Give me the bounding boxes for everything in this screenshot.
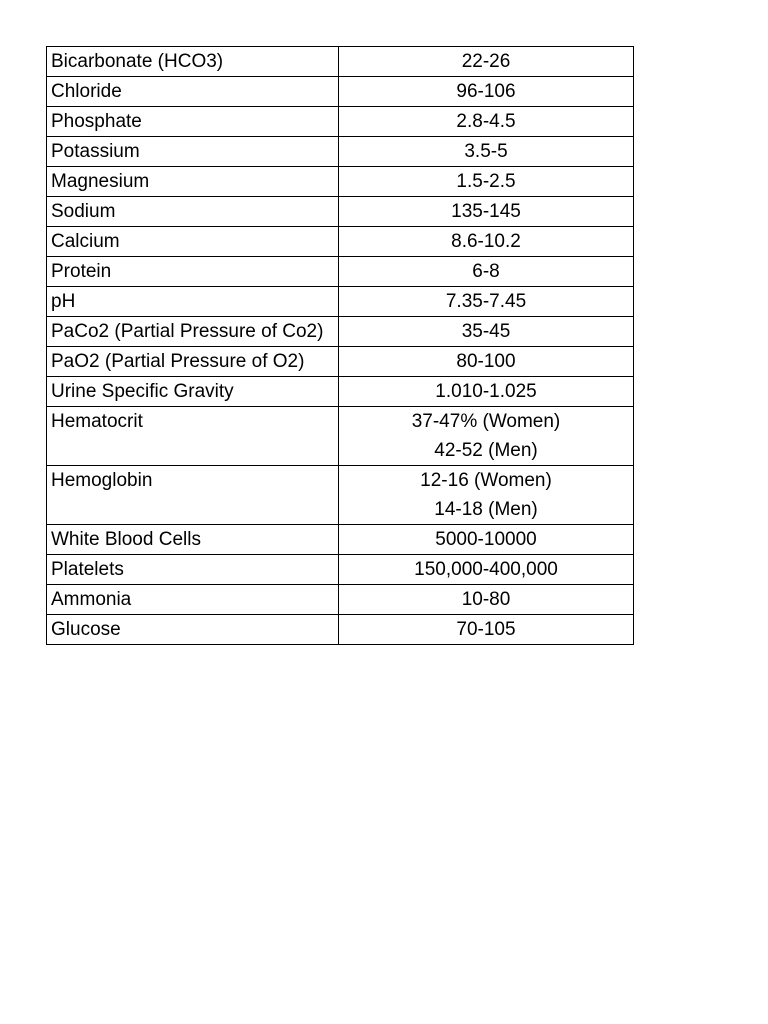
table-row [47,347,634,377]
normal-range-value: 2.8-4.5 [456,111,516,132]
normal-range-cell [339,466,634,525]
normal-range-value: 35-45 [461,321,511,342]
test-name-cell: Protein [47,257,339,287]
normal-range-value: 1.010-1.025 [435,381,537,402]
normal-range-value: 6-8 [472,261,500,282]
test-name-cell: White Blood Cells [47,525,339,555]
table-row [47,47,634,77]
table-row [47,227,634,257]
test-name-cell: pH [47,287,339,317]
normal-range-cell [339,47,634,77]
test-name-cell: Urine Specific Gravity [47,377,339,407]
test-name-cell: Phosphate [47,107,339,137]
normal-range-value: 8.6-10.2 [451,231,521,252]
normal-range-value: 1.5-2.5 [456,171,516,192]
normal-range-value: 22-26 [461,51,511,72]
test-name-cell: Potassium [47,137,339,167]
test-name-cell: Magnesium [47,167,339,197]
table-row [47,317,634,347]
normal-range-value: 42-52 (Men) [434,440,538,461]
normal-range-cell [339,77,634,107]
table-row [47,525,634,555]
test-name-cell: Chloride [47,77,339,107]
normal-range-cell [339,407,634,466]
test-name-cell: PaO2 (Partial Pressure of O2) [47,347,339,377]
normal-range-value: 10-80 [461,589,511,610]
test-name-cell: Hemoglobin [47,466,339,525]
table-row [47,615,634,645]
normal-range-value: 14-18 (Men) [434,499,538,520]
table-row [47,137,634,167]
table-row [47,555,634,585]
normal-range-cell [339,317,634,347]
normal-range-cell [339,227,634,257]
table-row [47,407,634,466]
normal-range-value: 96-106 [456,81,516,102]
normal-range-cell [339,107,634,137]
normal-range-cell [339,257,634,287]
normal-range-cell [339,525,634,555]
normal-range-value: 7.35-7.45 [445,291,527,312]
normal-range-value: 135-145 [451,201,521,222]
normal-range-cell [339,585,634,615]
normal-range-cell [339,555,634,585]
test-name-cell: Glucose [47,615,339,645]
test-name-cell: Bicarbonate (HCO3) [47,47,339,77]
lab-values-table [46,46,634,645]
table-row [47,585,634,615]
normal-range-value: 150,000-400,000 [414,559,558,580]
normal-range-cell [339,137,634,167]
normal-range-cell [339,287,634,317]
table-row [47,377,634,407]
normal-range-cell [339,377,634,407]
normal-range-value: 5000-10000 [435,529,537,550]
normal-range-value: 80-100 [456,351,516,372]
test-name-cell: Sodium [47,197,339,227]
normal-range-value: 3.5-5 [464,141,508,162]
normal-range-value: 37-47% (Women) [411,411,561,432]
table-row [47,197,634,227]
table-row [47,167,634,197]
table-row [47,257,634,287]
table-row [47,107,634,137]
normal-range-cell [339,197,634,227]
normal-range-value: 12-16 (Women) [420,470,552,491]
test-name-cell: Ammonia [47,585,339,615]
table-row [47,287,634,317]
normal-range-cell [339,347,634,377]
normal-range-cell [339,167,634,197]
test-name-cell: Calcium [47,227,339,257]
test-name-cell: PaCo2 (Partial Pressure of Co2) [47,317,339,347]
test-name-cell: Hematocrit [47,407,339,466]
normal-range-cell [339,615,634,645]
table-row [47,77,634,107]
normal-range-value: 70-105 [456,619,516,640]
table-row [47,466,634,525]
table-body [47,47,634,645]
test-name-cell: Platelets [47,555,339,585]
